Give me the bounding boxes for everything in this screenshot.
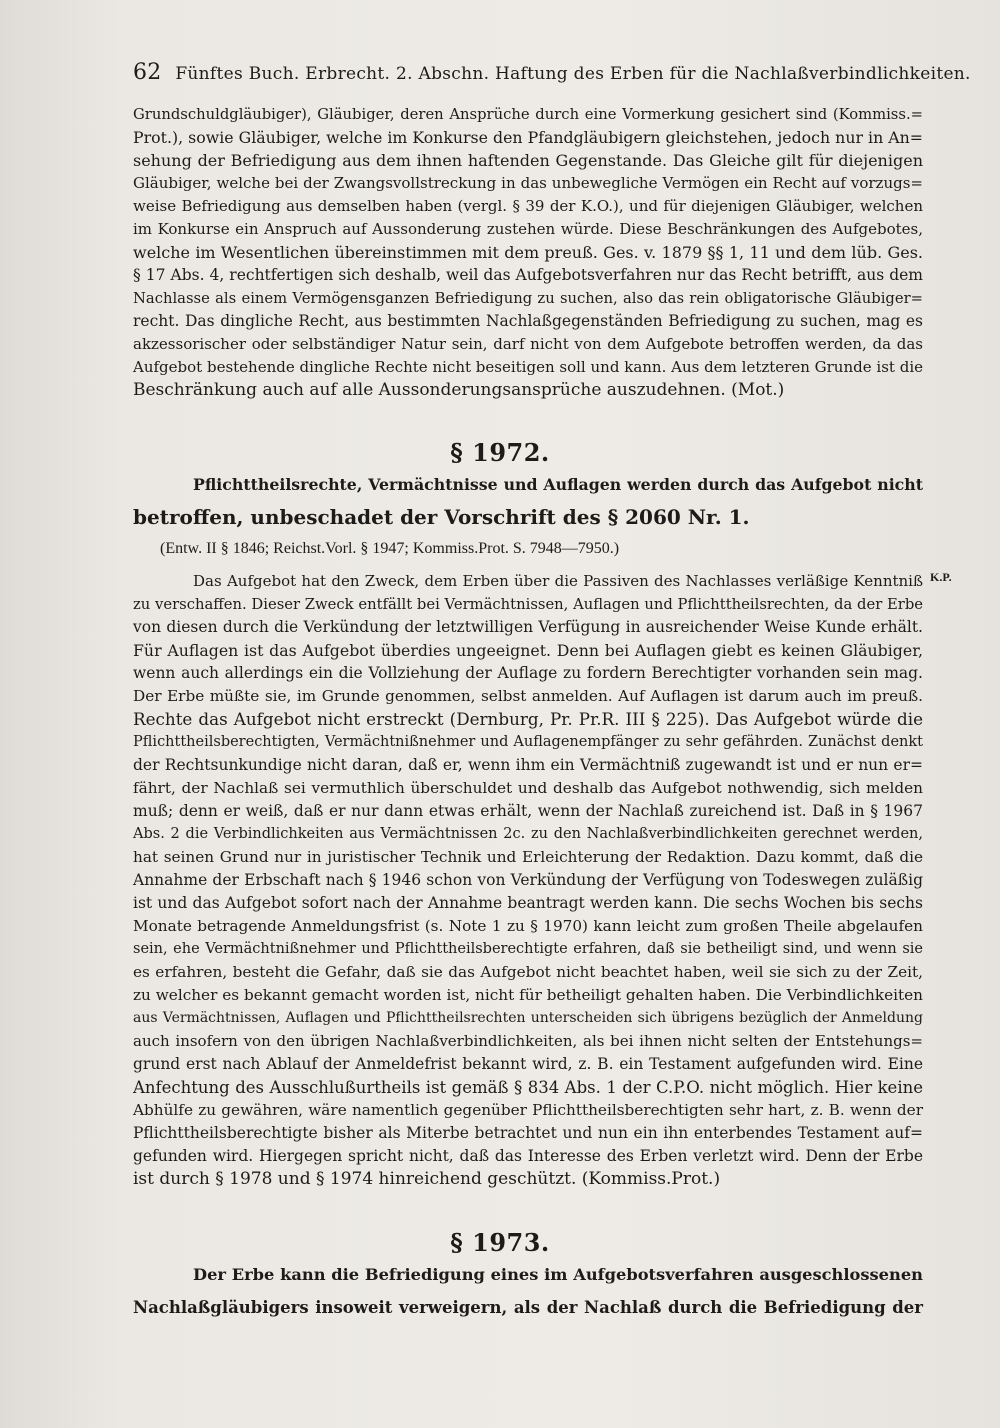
text-line: zu welcher es bekannt gemacht worden ist, nicht für betheiligt gehalten haben. Die Verbindlichkeiten xyxy=(133,986,923,1004)
text-line: gefunden wird. Hiergegen spricht nicht, daß das Interesse des Erben verletzt wird. Denn der Erbe xyxy=(133,1147,923,1165)
text-line: welche im Wesentlichen übereinstimmen mit dem preuß. Ges. v. 1879 §§ 1, 11 und dem lüb. Ges. xyxy=(133,243,923,262)
statute-line: Pflichttheilsrechte, Vermächtnisse und Auflagen werden durch das Aufgebot nicht xyxy=(193,475,923,494)
text-line: akzessorischer oder selbständiger Natur sein, darf nicht von dem Aufgebote betroffen werden, da das xyxy=(133,335,923,353)
text-line: Pflichttheilsberechtigten, Vermächtnißnehmer und Auflagenempfänger zu sehr gefährden. Zunächst denkt xyxy=(133,734,923,750)
text-line: sehung der Befriedigung aus dem ihnen haftenden Gegenstande. Das Gleiche gilt für diejenigen xyxy=(133,151,923,170)
text-line: von diesen durch die Verkündung der letztwilligen Verfügung in ausreichender Weise Kunde erhält. xyxy=(133,618,923,636)
page-number: 62 xyxy=(133,60,162,85)
text-line: Abhülfe zu gewähren, wäre namentlich gegenüber Pflichttheilsberechtigten sehr hart, z. B. wenn der xyxy=(133,1101,923,1119)
text-line: Aufgebot bestehende dingliche Rechte nicht beseitigen soll und kann. Aus dem letzteren Grunde ist die xyxy=(133,358,923,376)
text-line: zu verschaffen. Dieser Zweck entfällt bei Vermächtnissen, Auflagen und Pflichttheilsrechten, da der Erbe xyxy=(133,596,923,613)
text-line: ist und das Aufgebot sofort nach der Annahme beantragt werden kann. Die sechs Wochen bis sechs xyxy=(133,894,923,912)
commentary-1972 xyxy=(133,570,923,1191)
section-heading-1973: § 1973. xyxy=(450,1228,550,1257)
text-line: der Rechtsunkundige nicht daran, daß er, wenn ihm ein Vermächtniß zugewandt ist und er nun er= xyxy=(133,756,923,774)
text-line: muß; denn er weiß, daß er nur dann etwas erhält, wenn der Nachlaß zureichend ist. Daß in § 1967 xyxy=(133,802,923,820)
text-line: ist durch § 1978 und § 1974 hinreichend geschützt. (Kommiss.Prot.) xyxy=(133,1169,721,1189)
text-line: Monate betragende Anmeldungsfrist (s. Note 1 zu § 1970) kann leicht zum großen Theile abgelaufen xyxy=(133,917,923,935)
text-line: aus Vermächtnissen, Auflagen und Pflichttheilsrechten unterscheiden sich übrigens bezüglich der Anmeldung xyxy=(133,1010,923,1026)
text-line: Rechte das Aufgebot nicht erstreckt (Dernburg, Pr. Pr.R. III § 225). Das Aufgebot würde die xyxy=(133,709,923,729)
section-heading-1972: § 1972. xyxy=(450,438,550,467)
text-line: Beschränkung auch auf alle Aussonderungsansprüche auszudehnen. (Mot.) xyxy=(133,380,785,400)
text-line: Annahme der Erbschaft nach § 1946 schon von Verkündung der Verfügung von Todeswegen zuläßig xyxy=(133,871,923,889)
text-line: sein, ehe Vermächtnißnehmer und Pflichttheilsberechtigte erfahren, daß sie betheiligt sind, und wenn sie xyxy=(133,941,923,957)
text-line: wenn auch allerdings ein die Vollziehung der Auflage zu fordern Berechtigter vorhanden sein mag. xyxy=(133,664,923,682)
text-line: Pflichttheilsberechtigte bisher als Miterbe betrachtet und nun ein ihn enterbendes Testament auf= xyxy=(133,1124,923,1142)
text-line: Abs. 2 die Verbindlichkeiten aus Vermächtnissen 2c. zu den Nachlaßverbindlichkeiten gerechnet werden, xyxy=(133,826,923,842)
statute-line: betroffen, unbeschadet der Vorschrift des § 2060 Nr. 1. xyxy=(133,505,750,529)
statute-text-1973 xyxy=(133,1258,923,1324)
paragraph-continued xyxy=(133,103,923,402)
text-line: Für Auflagen ist das Aufgebot überdies ungeeignet. Denn bei Auflagen giebt es keinen Gläubiger, xyxy=(133,641,923,660)
text-line: im Konkurse ein Anspruch auf Aussonderung zustehen würde. Diese Beschränkungen des Aufgebotes, xyxy=(133,220,923,238)
text-line: Nachlasse als einem Vermögensganzen Befriedigung zu suchen, also das rein obligatorische Gläubiger= xyxy=(133,290,923,307)
text-line: recht. Das dingliche Recht, aus bestimmten Nachlaßgegenständen Befriedigung zu suchen, mag es xyxy=(133,312,923,330)
text-line: weise Befriedigung aus demselben haben (vergl. § 39 der K.O.), und für diejenigen Gläubiger, welchen xyxy=(133,197,923,215)
running-title: Fünftes Buch. Erbrecht. 2. Abschn. Haftung des Erben für die Nachlaßverbindlichkeiten. xyxy=(175,64,971,84)
text-line: Der Erbe müßte sie, im Grunde genommen, selbst anmelden. Auf Auflagen ist darum auch im preuß. xyxy=(133,687,923,705)
text-line: grund erst nach Ablauf der Anmeldefrist bekannt wird, z. B. ein Testament aufgefunden wird. Eine xyxy=(133,1055,923,1073)
text-line: Grundschuldgläubiger), Gläubiger, deren Ansprüche durch eine Vormerkung gesichert sind (Kommiss.= xyxy=(133,106,923,123)
text-line: fährt, der Nachlaß sei vermuthlich überschuldet und deshalb das Aufgebot nothwendig, sich melden xyxy=(133,779,923,797)
text-line: auch insofern von den übrigen Nachlaßverbindlichkeiten, als bei ihnen nicht selten der Entstehungs= xyxy=(133,1032,923,1050)
running-header xyxy=(133,60,971,85)
text-line: hat seinen Grund nur in juristischer Technik und Erleichterung der Redaktion. Dazu kommt, daß die xyxy=(133,848,923,866)
text-line: Anfechtung des Ausschlußurtheils ist gemäß § 834 Abs. 1 der C.P.O. nicht möglich. Hier keine xyxy=(133,1078,923,1097)
text-line: Prot.), sowie Gläubiger, welche im Konkurse den Pfandgläubigern gleichstehen, jedoch nur in An= xyxy=(133,128,923,147)
statute-text-1972 xyxy=(133,468,923,534)
source-reference: (Entw. II § 1846; Reichst.Vorl. § 1947; Kommiss.Prot. S. 7948—7950.) xyxy=(160,540,620,557)
statute-line: Der Erbe kann die Befriedigung eines im Aufgebotsverfahren ausgeschlossenen xyxy=(193,1265,923,1284)
text-line: es erfahren, besteht die Gefahr, daß sie das Aufgebot nicht beachtet haben, weil sie sich zu der Zeit, xyxy=(133,963,923,981)
statute-line: Nachlaßgläubigers insoweit verweigern, als der Nachlaß durch die Befriedigung der xyxy=(133,1298,923,1317)
margin-note: K.P. xyxy=(930,570,952,584)
text-line: Gläubiger, welche bei der Zwangsvollstreckung in das unbewegliche Vermögen ein Recht auf vorzugs= xyxy=(133,174,923,192)
text-line: § 17 Abs. 4, rechtfertigen sich deshalb, weil das Aufgebotsverfahren nur das Recht betrifft, aus dem xyxy=(133,266,923,284)
text-line: Das Aufgebot hat den Zweck, dem Erben über die Passiven des Nachlasses verläßige Kenntniß xyxy=(193,572,923,590)
